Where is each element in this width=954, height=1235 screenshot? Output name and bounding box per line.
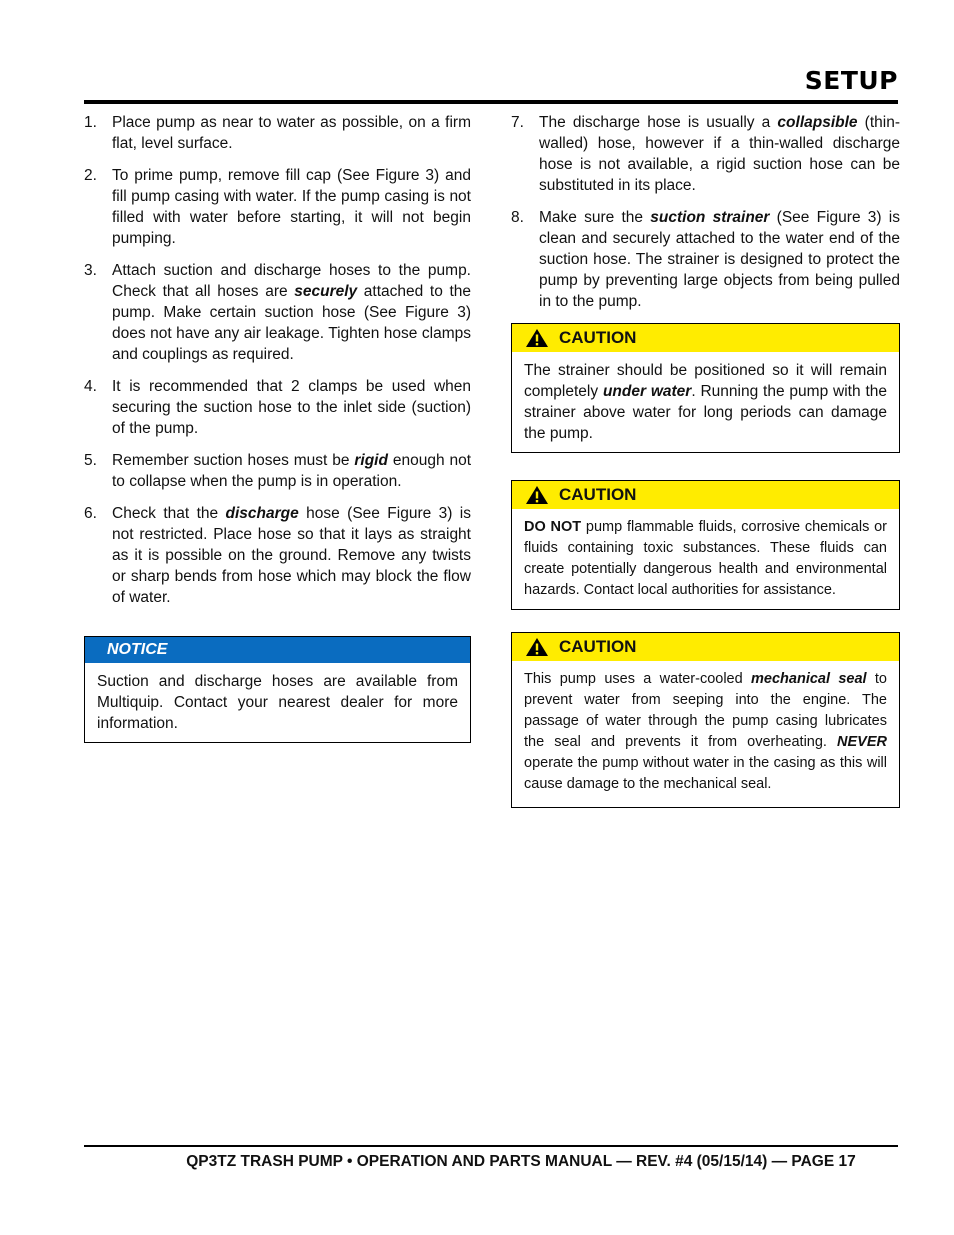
page-title: SETUP xyxy=(804,66,898,95)
notice-box xyxy=(84,636,471,743)
caution-box-seal xyxy=(511,632,900,808)
step-text: Remember suction hoses must be rigid enough not to collapse when the pump is in operation. xyxy=(112,452,471,490)
header-rule xyxy=(84,100,898,104)
caution-label: CAUTION xyxy=(559,485,637,504)
caution-text: This pump uses a water-cooled mechanical seal to prevent water from seeping into the engine. The passage of water through the pump casing lubricates the seal and prevents it from overheating. NEVER operate the pump without water in the casing as this will cause damage to the mechanical seal. xyxy=(524,671,888,792)
step-number: 4. xyxy=(84,378,97,395)
left-column xyxy=(84,112,471,743)
caution-header xyxy=(512,324,899,352)
left-steps-list xyxy=(84,112,471,608)
step-item xyxy=(84,260,471,365)
page-footer: QP3TZ TRASH PUMP • OPERATION AND PARTS MANUAL — REV. #4 (05/15/14) — PAGE 17 xyxy=(186,1153,856,1170)
notice-label: NOTICE xyxy=(85,637,470,663)
warning-triangle-icon xyxy=(525,637,549,657)
caution-box-fluids xyxy=(511,480,900,610)
step-item xyxy=(84,503,471,608)
step-number: 8. xyxy=(511,209,524,226)
warning-triangle-icon xyxy=(525,485,549,505)
caution-label: CAUTION xyxy=(559,328,637,347)
right-column xyxy=(511,112,900,808)
step-text: Attach suction and discharge hoses to the pump. Check that all hoses are securely attached to the pump. Make certain suction hose (See Figure 3) does not have any air leakage. Tighten hose clamps and couplings as required. xyxy=(112,262,471,363)
step-item xyxy=(84,376,471,439)
step-item xyxy=(84,112,471,154)
step-item xyxy=(84,450,471,492)
step-text: To prime pump, remove fill cap (See Figure 3) and fill pump casing with water. If the pump casing is not filled with water before starting, it will not begin pumping. xyxy=(112,167,471,247)
caution-header xyxy=(512,481,899,509)
step-number: 1. xyxy=(84,114,97,131)
right-steps-list xyxy=(511,112,900,312)
step-item xyxy=(84,165,471,249)
step-number: 5. xyxy=(84,452,97,469)
step-item xyxy=(511,112,900,196)
step-text: Place pump as near to water as possible, on a firm flat, level surface. xyxy=(112,114,471,152)
step-text: Make sure the suction strainer (See Figure 3) is clean and securely attached to the water end of the suction hose. The strainer is designed to protect the pump by preventing large objects from being pulled in to the pump. xyxy=(539,209,900,310)
step-text: Check that the discharge hose (See Figure 3) is not restricted. Place hose so that it lays as straight as it is possible on the ground. Remove any twists or sharp bends from hose which may block the flow of water. xyxy=(112,505,471,606)
caution-box-strainer xyxy=(511,323,900,453)
step-number: 2. xyxy=(84,167,97,184)
step-number: 6. xyxy=(84,505,97,522)
step-number: 3. xyxy=(84,262,97,279)
notice-text: Suction and discharge hoses are available from Multiquip. Contact your nearest dealer for more information. xyxy=(97,673,458,732)
step-item xyxy=(511,207,900,312)
footer-rule xyxy=(84,1145,898,1147)
caution-header xyxy=(512,633,899,661)
step-text: The discharge hose is usually a collapsible (thin-walled) hose, however if a thin-walled discharge hose is not available, a rigid suction hose can be substituted in its place. xyxy=(539,114,900,194)
caution-text: The strainer should be positioned so it will remain completely under water. Running the pump with the strainer above water for long periods can damage the pump. xyxy=(524,362,887,442)
step-number: 7. xyxy=(511,114,524,131)
warning-triangle-icon xyxy=(525,328,549,348)
step-text: It is recommended that 2 clamps be used when securing the suction hose to the inlet side (suction) of the pump. xyxy=(112,378,471,437)
caution-text: DO NOT pump flammable fluids, corrosive chemicals or fluids containing toxic substances. These fluids can create potentially dangerous health and environmental hazards. Contact local authorities for assistance. xyxy=(524,519,887,598)
caution-label: CAUTION xyxy=(559,637,637,656)
